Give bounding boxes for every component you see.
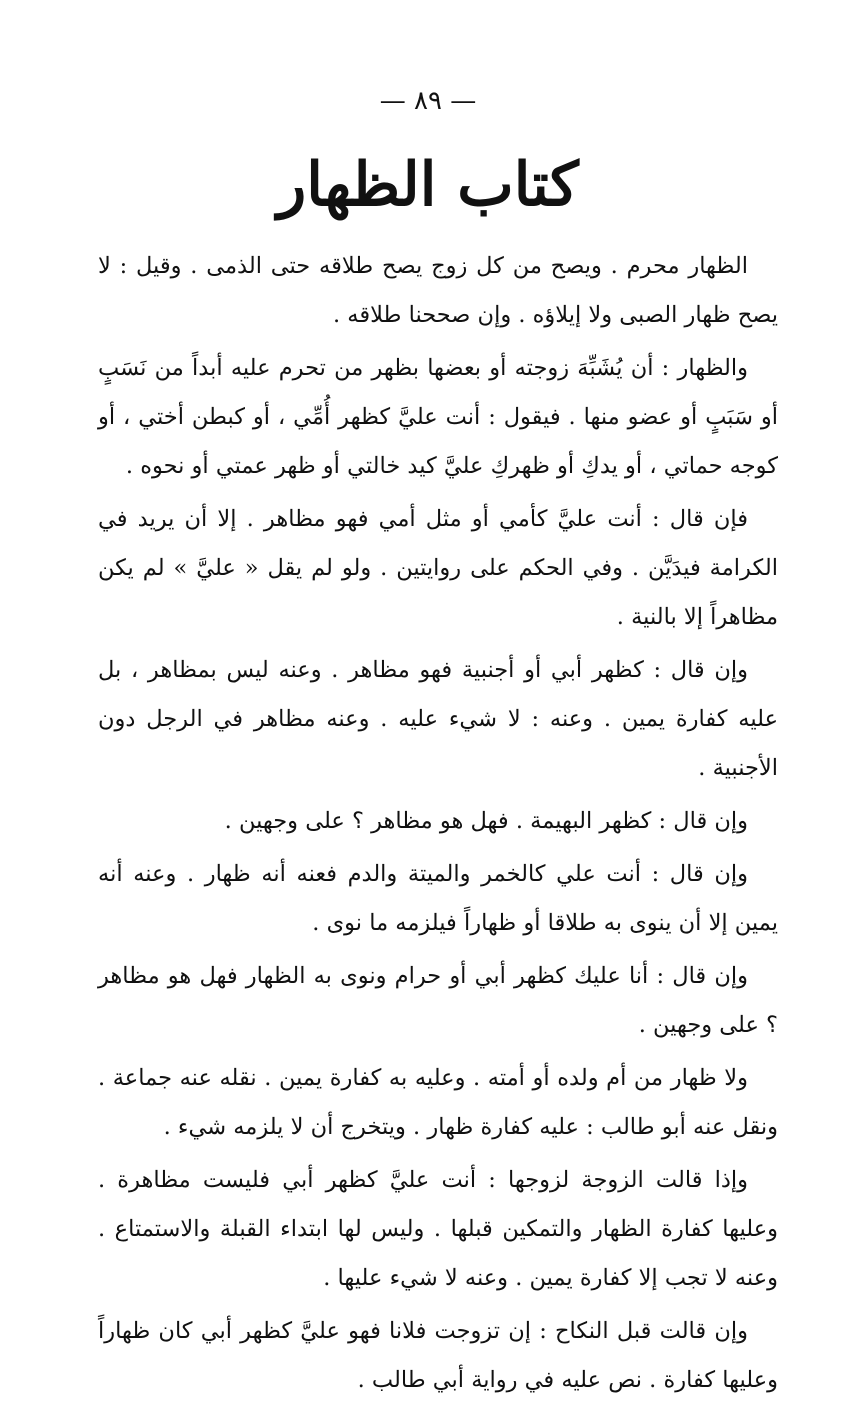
paragraph: وإن قالت قبل النكاح : إن تزوجت فلانا فهو عليَّ كظهر أبي كان ظهاراً وعليها كفارة . نص عليه في رواية أبي طالب . <box>98 1318 778 1393</box>
paragraph: وإن قال : كظهر البهيمة . فهل هو مظاهر ؟ على وجهين . <box>224 808 748 834</box>
paragraph: وإن قال : كظهر أبي أو أجنبية فهو مظاهر . وعنه ليس بمظاهر ، بل عليه كفارة يمين . وعنه : لا شيء عليه . وعنه مظاهر في الرجل دون الأجنبية . <box>98 657 778 781</box>
paragraph: وإن قال : أنت علي كالخمر والميتة والدم فعنه أنه ظهار . وعنه أنه يمين إلا أن ينوى به طلاقا أو ظهاراً فيلزمه ما نوى . <box>98 861 778 936</box>
paragraph: الظهار محرم . ويصح من كل زوج يصح طلاقه حتى الذمى . وقيل : لا يصح ظهار الصبى ولا إيلاؤه . وإن صححنا طلاقه . <box>98 253 778 328</box>
paragraph: ولا ظهار من أم ولده أو أمته . وعليه به كفارة يمين . نقله عنه جماعة . ونقل عنه أبو طالب : عليه كفارة ظهار . ويتخرج أن لا يلزمه شيء . <box>98 1065 778 1140</box>
paragraph: والظهار : أن يُشَبِّهَ زوجته أو بعضها بظهر من تحرم عليه أبداً من نَسَبٍ أو سَبَبٍ أو عضو منها . فيقول : أنت عليَّ كظهر أُمِّي ، أو كبطن أختي ، أو كوجه حماتي ، أو يدكِ أو ظهركِ عليَّ كيد خالتي أو ظهر عمتي أو نحوه . <box>98 355 778 479</box>
paragraph: وإن قال : أنا عليك كظهر أبي أو حرام ونوى به الظهار فهل هو مظاهر ؟ على وجهين . <box>98 963 778 1038</box>
paragraph: وإذا قالت الزوجة لزوجها : أنت عليَّ كظهر أبي فليست مظاهرة . وعليها كفارة الظهار والتمكين قبلها . وليس لها ابتداء القبلة والاستمتاع . وعنه لا تجب إلا كفارة يمين . وعنه لا شيء عليها . <box>98 1167 778 1291</box>
page-number: — ٨٩ — <box>379 86 477 116</box>
body-text <box>98 242 778 1405</box>
chapter-title: كتاب الظهار <box>277 150 579 220</box>
paragraph: فإن قال : أنت عليَّ كأمي أو مثل أمي فهو مظاهر . إلا أن يريد في الكرامة فيدَيَّن . وفي الحكم على روايتين . ولو لم يقل « عليَّ » لم يكن مظاهراً إلا بالنية . <box>98 506 778 630</box>
